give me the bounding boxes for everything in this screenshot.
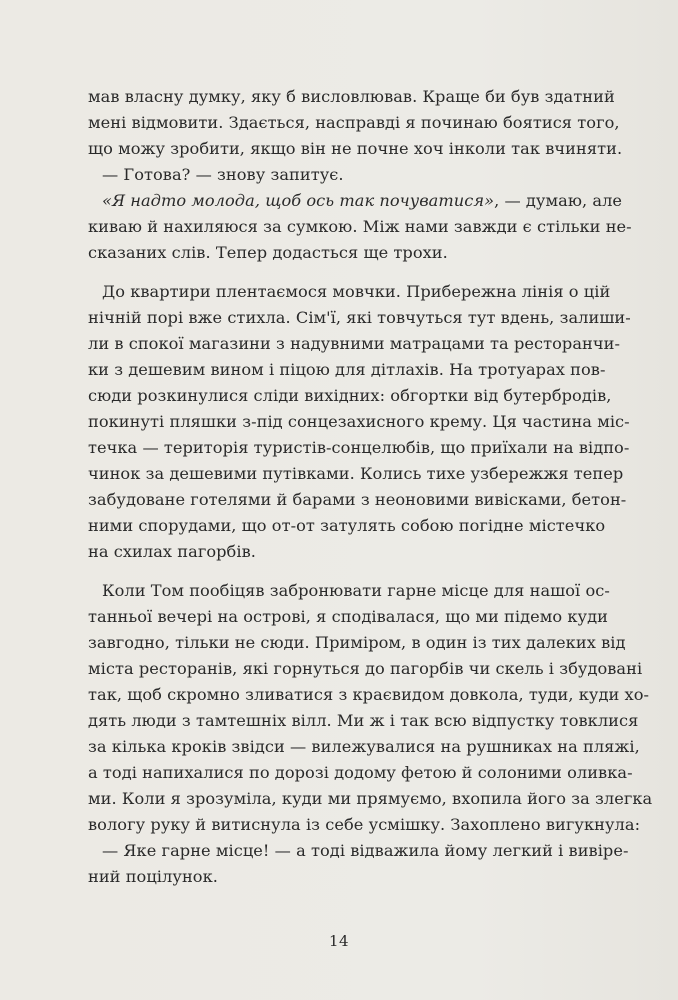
text-line: сюди розкинулися сліди вихідних: обгортки від бутербродів, <box>88 386 612 405</box>
text-line: До квартири плентаємося мовчки. Прибережна лінія о цій <box>102 282 611 301</box>
text-line: мені відмовити. Здається, насправді я починаю боятися того, <box>88 113 620 132</box>
text-line: сказаних слів. Тепер додасться ще трохи. <box>88 243 448 262</box>
text-fragment: , — думаю, але <box>494 191 623 210</box>
paragraph-2 <box>88 162 600 188</box>
text-line: що можу зробити, якщо він не почне хоч інколи так вчиняти. <box>88 139 623 158</box>
paragraph-4 <box>88 279 631 565</box>
paragraph-3 <box>88 188 632 266</box>
text-line: киваю й нахиляюся за сумкою. Між нами завжди є стільки не- <box>88 217 632 236</box>
text-line: Коли Том пообіцяв забронювати гарне місце для нашої ос- <box>102 581 610 600</box>
text-line: а тоді напихалися по дорозі додому фетою й солоними оливка- <box>88 763 633 782</box>
text-line: за кілька кроків звідси — вилежувалися на рушниках на пляжі, <box>88 737 640 756</box>
page-body-text <box>88 84 653 890</box>
dialogue-line: — Яке гарне місце! — а тоді відважила йому легкий і вивіре- <box>102 841 629 860</box>
text-line: так, щоб скромно зливатися з краєвидом довкола, туди, куди хо- <box>88 685 650 704</box>
text-line: ними спорудами, що от-от затулять собою погідне містечко <box>88 516 606 535</box>
text-line: мав власну думку, яку б висловлював. Краще би був здатний <box>88 87 615 106</box>
paragraph-6 <box>88 838 629 890</box>
text-line: ний поцілунок. <box>88 867 218 886</box>
text-line: нічній порі вже стихла. Сім'ї, які товчуться тут вдень, залиши- <box>88 308 631 327</box>
text-line: завгодно, тільки не сюди. Приміром, в один із тих далеких від <box>88 633 626 652</box>
text-line: вологу руку й витиснула із себе усмішку. Захоплено вигукнула: <box>88 815 641 834</box>
dialogue-line: — Готова? — знову запитує. <box>102 165 344 184</box>
text-line: течка — територія туристів-сонцелюбів, що приїхали на відпо- <box>88 438 630 457</box>
text-line: ли в спокої магазини з надувними матрацами та ресторанчи- <box>88 334 620 353</box>
text-line: ки з дешевим вином і піцою для дітлахів. На тротуарах пов- <box>88 360 606 379</box>
text-line: танньої вечері на острові, я сподівалася, що ми підемо куди <box>88 607 608 626</box>
text-line: ми. Коли я зрозуміла, куди ми прямуємо, вхопила його за злегка <box>88 789 653 808</box>
text-line: чинок за дешевими путівками. Колись тихе узбережжя тепер <box>88 464 624 483</box>
italic-thought-quote: «Я надто молода, щоб ось так почуватися» <box>102 191 495 210</box>
text-line: міста ресторанів, які горнуться до пагорбів чи скель і збудовані <box>88 659 643 678</box>
paragraph-1 <box>88 84 623 162</box>
text-line: дять люди з тамтешніх вілл. Ми ж і так всю відпустку товклися <box>88 711 639 730</box>
page-number: 14 <box>328 932 350 950</box>
text-line: на схилах пагорбів. <box>88 542 256 561</box>
paragraph-5 <box>88 578 653 838</box>
text-line-with-quote <box>88 188 623 214</box>
text-line: покинуті пляшки з-під сонцезахисного крему. Ця частина міс- <box>88 412 630 431</box>
text-line: забудоване готелями й барами з неоновими вивісками, бетон- <box>88 490 627 509</box>
